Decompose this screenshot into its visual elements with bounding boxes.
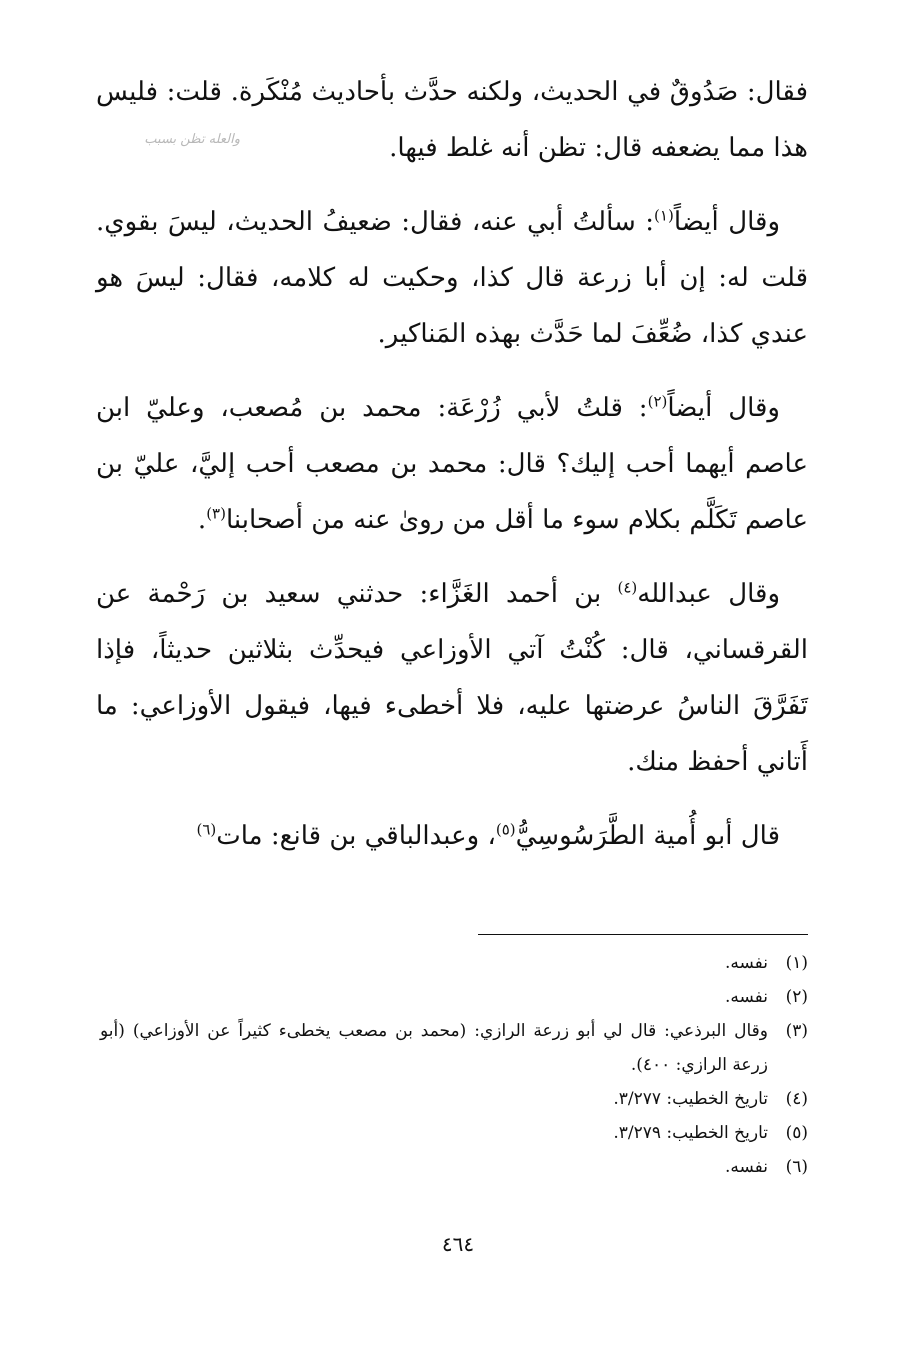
paragraph-text: : قلتُ لأبي زُرْعَة: محمد بن مُصعب، وعليّ ابن عاصم أيهما أحب إليك؟ قال: محمد بن مصعب أحب إليَّ، عليّ بن عاصم تَكَلَّم بكلام سوء ما أقل من روىٰ عنه من أصحابنا [96,393,808,535]
footnote-text: نفسه. [724,987,768,1007]
paragraph-text: وقال أيضاً [667,393,780,423]
handwritten-margin-note: والعله تظن بسبب [144,132,240,147]
footnote-text: تاريخ الخطيب: ٣/٢٧٧. [613,1089,768,1109]
footnote-text: نفسه. [724,1157,768,1177]
paragraph-text: ، وعبدالباقي بن قانع: مات [216,821,496,851]
footnote-number: (٥) [785,1123,808,1143]
footnote-number: (٤) [785,1089,808,1109]
footnote-separator [478,934,808,935]
footnote-5 [100,1116,808,1150]
footnote-2 [100,980,808,1014]
paragraph-3 [96,380,808,548]
page-number: ٤٦٤ [441,1232,475,1256]
footnote-number: (٢) [785,987,808,1007]
paragraph-4 [96,566,808,790]
paragraph-text: قال أبو أُمية الطَّرَسُوسِيُّ [515,821,780,851]
footnote-ref-4: (٤) [617,578,638,597]
footnote-number: (١) [785,953,808,973]
paragraph-text: بن أحمد الغَزَّاء: حدثني سعيد بن رَحْمة عن القرقساني، قال: كُنْتُ آتي الأوزاعي فيحدِّث بثلاثين حديثاً، فإذا تَفَرَّقَ الناسُ عرضتها عليه، فلا أخطىء فيها، فيقول الأوزاعي: ما أَتاني أحفظ منك. [96,579,808,777]
footnote-number: (٣) [785,1021,808,1041]
main-text [96,64,808,882]
paragraph-5 [96,808,808,864]
footnote-text: وقال البرذعي: قال لي أبو زرعة الرازي: (محمد بن مصعب يخطىء كثيراً عن الأوزاعي) (أبو زرعة الرازي: ٤٠٠). [100,1021,768,1075]
footnotes [100,946,808,1184]
paragraph-text: وقال أيضاً [673,207,780,237]
footnote-text: نفسه. [724,953,768,973]
paragraph-text: وقال عبدالله [637,579,780,609]
footnote-ref-2: (٢) [647,392,668,411]
footnote-4 [100,1082,808,1116]
paragraph-text: . [197,505,207,535]
footnote-ref-3: (٣) [206,504,226,523]
paragraph-2 [96,194,808,362]
paragraph-text: فقال: صَدُوقٌ في الحديث، ولكنه حدَّث بأحاديث مُنْكَرة. قلت: فليس هذا مما يضعفه قال: تظن أنه غلط فيها. [96,77,808,163]
footnote-1 [100,946,808,980]
footnote-6 [100,1150,808,1184]
footnote-ref-6: (٦) [196,820,217,839]
paragraph-text: : سألتُ أبي عنه، فقال: ضعيفُ الحديث، ليسَ بقوي. قلت له: إن أبا زرعة قال كذا، وحكيت له كلامه، فقال: ليسَ هو عندي كذا، ضُعِّفَ لما حَدَّث بهذه المَناكير. [96,207,808,349]
footnote-number: (٦) [785,1157,808,1177]
footnote-ref-5: (٥) [495,820,516,839]
footnote-ref-1: (١) [654,206,674,225]
footnote-text: تاريخ الخطيب: ٣/٢٧٩. [613,1123,768,1143]
footnote-3 [100,1014,808,1082]
paragraph-1 [96,64,808,176]
